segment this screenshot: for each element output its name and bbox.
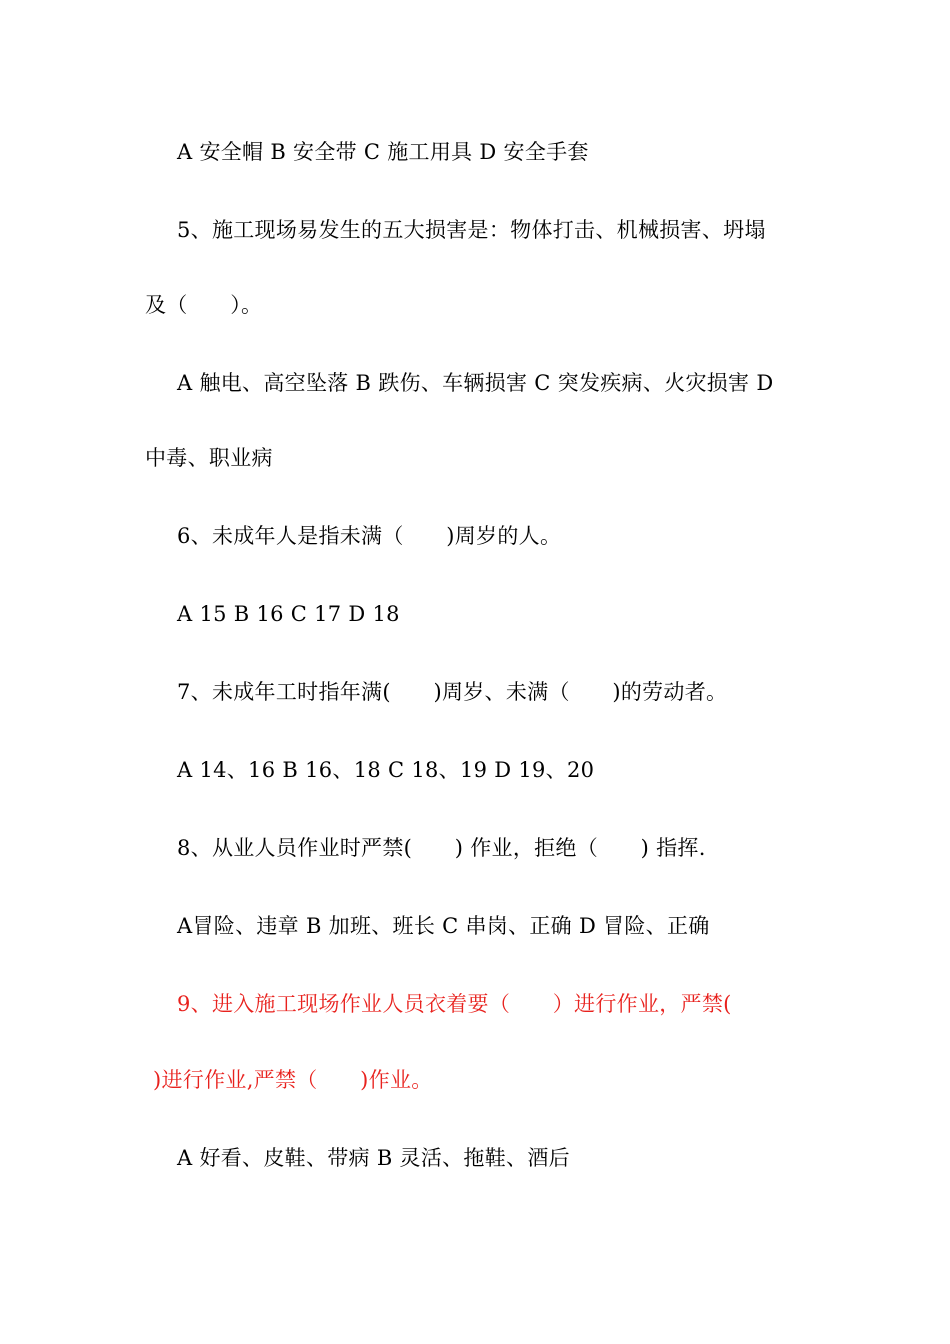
answer-options-q7: A 14、16 B 16、18 C 18、19 D 19、20 <box>177 758 595 782</box>
answer-options-q4: A 安全帽 B 安全带 C 施工用具 D 安全手套 <box>177 140 589 164</box>
question-8: 8、从业人员作业时严禁( ) 作业，拒绝（ ) 指挥. <box>177 836 706 860</box>
question-9-line-2: )进行作业,严禁（ )作业。 <box>153 1068 433 1092</box>
answer-options-q9: A 好看、皮鞋、带病 B 灵活、拖鞋、酒后 <box>177 1146 570 1170</box>
answer-options-q5-line-1: A 触电、高空坠落 B 跌伤、车辆损害 C 突发疾病、火灾损害 D <box>177 371 774 395</box>
answer-options-q6: A 15 B 16 C 17 D 18 <box>177 602 400 626</box>
question-6: 6、未成年人是指未满（ )周岁的人。 <box>177 524 562 548</box>
question-5-line-2: 及（ ）。 <box>145 293 263 317</box>
answer-options-q8: A冒险、违章 B 加班、班长 C 串岗、正确 D 冒险、正确 <box>177 914 710 938</box>
answer-options-q5-line-2: 中毒、职业病 <box>145 446 273 470</box>
question-5-line-1: 5、施工现场易发生的五大损害是：物体打击、机械损害、坍塌 <box>177 218 766 242</box>
question-7: 7、未成年工时指年满( )周岁、未满（ )的劳动者。 <box>177 680 728 704</box>
question-9-line-1: 9、进入施工现场作业人员衣着要（ ）进行作业，严禁( <box>177 992 732 1016</box>
